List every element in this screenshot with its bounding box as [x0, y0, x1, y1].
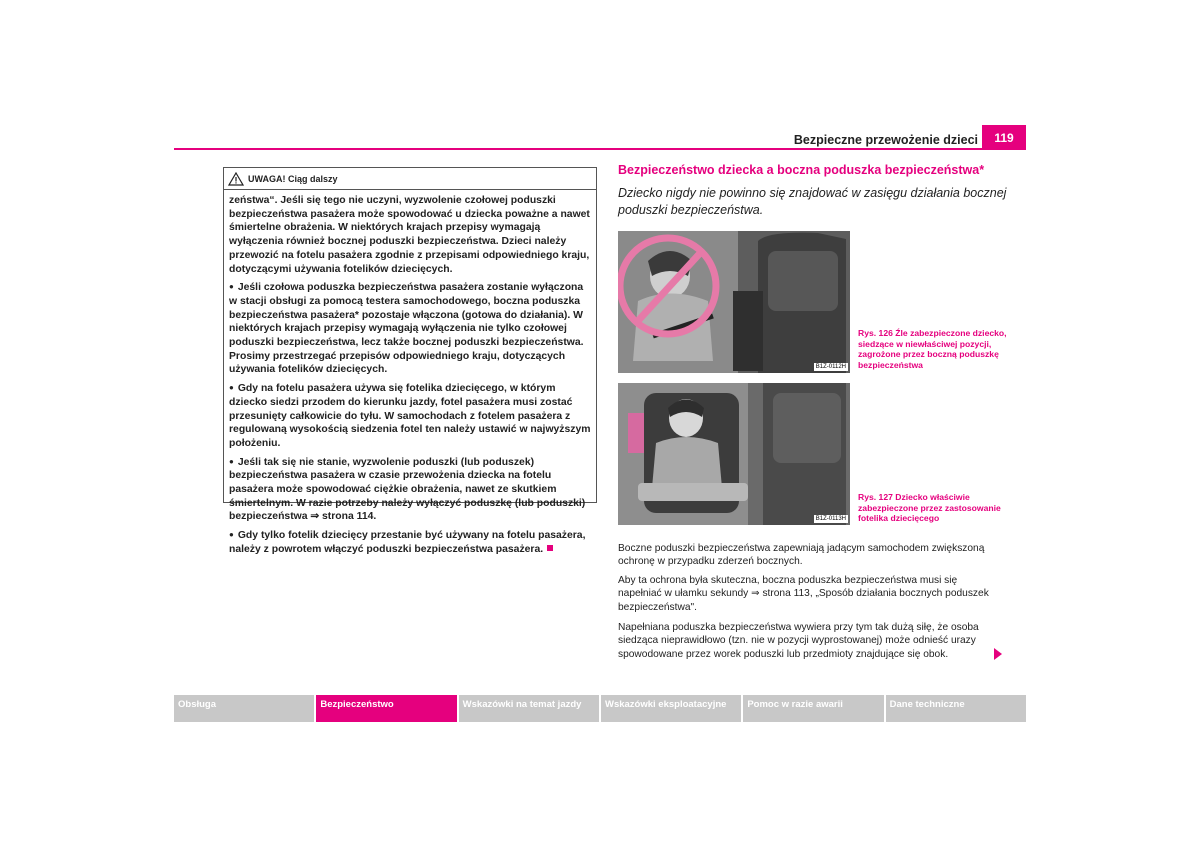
- bullet-icon: ●: [229, 282, 234, 292]
- figure-code: B1Z-0113H: [815, 516, 846, 522]
- warning-box: [223, 167, 597, 555]
- figure-126-caption: Rys. 126 Źle zabezpieczone dziecko, siedzące w niewłaściwej pozycji, zagrożone przez boczną poduszkę bezpieczeństwa: [858, 328, 1007, 370]
- figure-127-caption: Rys. 127 Dziecko właściwie zabezpieczone przez zastosowanie fotelika dziecięcego: [858, 492, 1001, 523]
- header-rule: [174, 148, 1026, 150]
- nav-tab-wskazowki-eksploatacyjne[interactable]: Wskazówki eksploatacyjne: [601, 695, 741, 722]
- warning-body: [224, 190, 596, 557]
- child-wrong-position-illustration: [618, 231, 850, 373]
- bullet-icon: ●: [229, 456, 234, 466]
- warning-bullet: ● Gdy tylko fotelik dziecięcy przestanie być używany na fotelu pasażera, należy z powrotem włączyć poduszki bezpieczeństwa pasażera.: [229, 530, 586, 555]
- continue-arrow-icon: [994, 648, 1002, 660]
- warning-bullet: ● Jeśli tak się nie stanie, wyzwolenie poduszki (lub poduszek) bezpieczeństwa pasażera w czasie przewożenia dziecka na fotelu pasażera może spowodować ciężkie obrażenia, nawet ze skutkiem śmiertelnym. W razie potrzeby należy wyłączyć poduszkę (lub poduszki) bezpieczeństwa ⇒ strona 114.: [229, 456, 586, 523]
- body-paragraph-1: Boczne poduszki bezpieczeństwa zapewniają jadącym samochodem zwiększoną ochronę w przypadku zderzeń bocznych.: [618, 543, 985, 568]
- body-paragraph-3: Napełniana poduszka bezpieczeństwa wywiera przy tym tak dużą siłę, że osoba siedząca nieprawidłowo (tzn. nie w pozycji wyprostowanej) może odnieść urazy spowodowane przez worek poduszki lub przedmioty znajdujące się obok.: [618, 622, 979, 660]
- section-title: Bezpieczeństwo dziecka a boczna poduszka bezpieczeństwa*: [618, 163, 985, 177]
- warning-triangle-icon: [228, 172, 244, 186]
- body-paragraph-2: Aby ta ochrona była skuteczna, boczna poduszka bezpieczeństwa musi się napełniać w ułamku sekundy ⇒ strona 113, „Sposób działania bocznych poduszek bezpieczeństwa".: [618, 575, 989, 613]
- bullet-icon: ●: [229, 530, 234, 540]
- chapter-navigation: [174, 695, 1026, 722]
- figure-code: B1Z-0112H: [815, 364, 846, 370]
- end-square-icon: [547, 545, 553, 551]
- running-header-title: Bezpieczne przewożenie dzieci: [793, 133, 978, 147]
- warning-bullet: ● Jeśli czołowa poduszka bezpieczeństwa pasażera zostanie wyłączona w stacji obsługi za pomocą testera samochodowego, boczna poduszka bezpieczeństwa pasażera* pozostaje włączona (gotowa do działania). W niektórych krajach przepisy wymagają wyłączenia nie tylko czołowej poduszki bezpieczeństwa, lecz także bocznej poduszki bezpieczeństwa. Prosimy przestrzegać przepisów odpowiedniego kraju, dotyczących używania fotelików dziecięcych.: [229, 282, 584, 376]
- warning-header: [224, 168, 596, 190]
- nav-tab-bezpieczenstwo[interactable]: Bezpieczeństwo: [316, 695, 456, 722]
- figure-126-photo: [618, 231, 850, 373]
- child-seat-correct-illustration: [618, 383, 850, 525]
- page-number: 119: [982, 125, 1026, 150]
- bullet-icon: ●: [229, 383, 234, 393]
- nav-tab-dane-techniczne[interactable]: Dane techniczne: [886, 695, 1026, 722]
- figure-127-photo: [618, 383, 850, 525]
- section-intro: Dziecko nigdy nie powinno się znajdować w zasięgu działania bocznej poduszki bezpieczeństwa.: [618, 186, 1007, 217]
- warning-bullet: ● Gdy na fotelu pasażera używa się fotelika dziecięcego, w którym dziecko siedzi przodem do kierunku jazdy, fotel pasażera musi zostać przesunięty całkowicie do tyłu. W samochodach z fotelem pasażera z regulowaną wysokością siedzenia fotel ten należy ustawić w najwyższym położeniu.: [229, 383, 591, 449]
- nav-tab-obsluga[interactable]: Obsługa: [174, 695, 314, 722]
- nav-tab-wskazowki-jazdy[interactable]: Wskazówki na temat jazdy: [459, 695, 599, 722]
- warning-title: UWAGA! Ciąg dalszy: [248, 173, 338, 184]
- nav-tab-pomoc[interactable]: Pomoc w razie awarii: [743, 695, 883, 722]
- warning-paragraph: zeństwa“. Jeśli się tego nie uczyni, wyzwolenie czołowej poduszki bezpieczeństwa pasażera może spowodować u dziecka poważne a nawet śmiertelne obrażenia. W niektórych krajach przepisy wymagają wyłączenia również bocznej poduszki bezpieczeństwa. Dzieci należy przewozić na fotelu pasażera zgodnie z przepisami odpowiedniego kraju, dotyczącymi używania fotelików dziecięcych.: [229, 195, 590, 275]
